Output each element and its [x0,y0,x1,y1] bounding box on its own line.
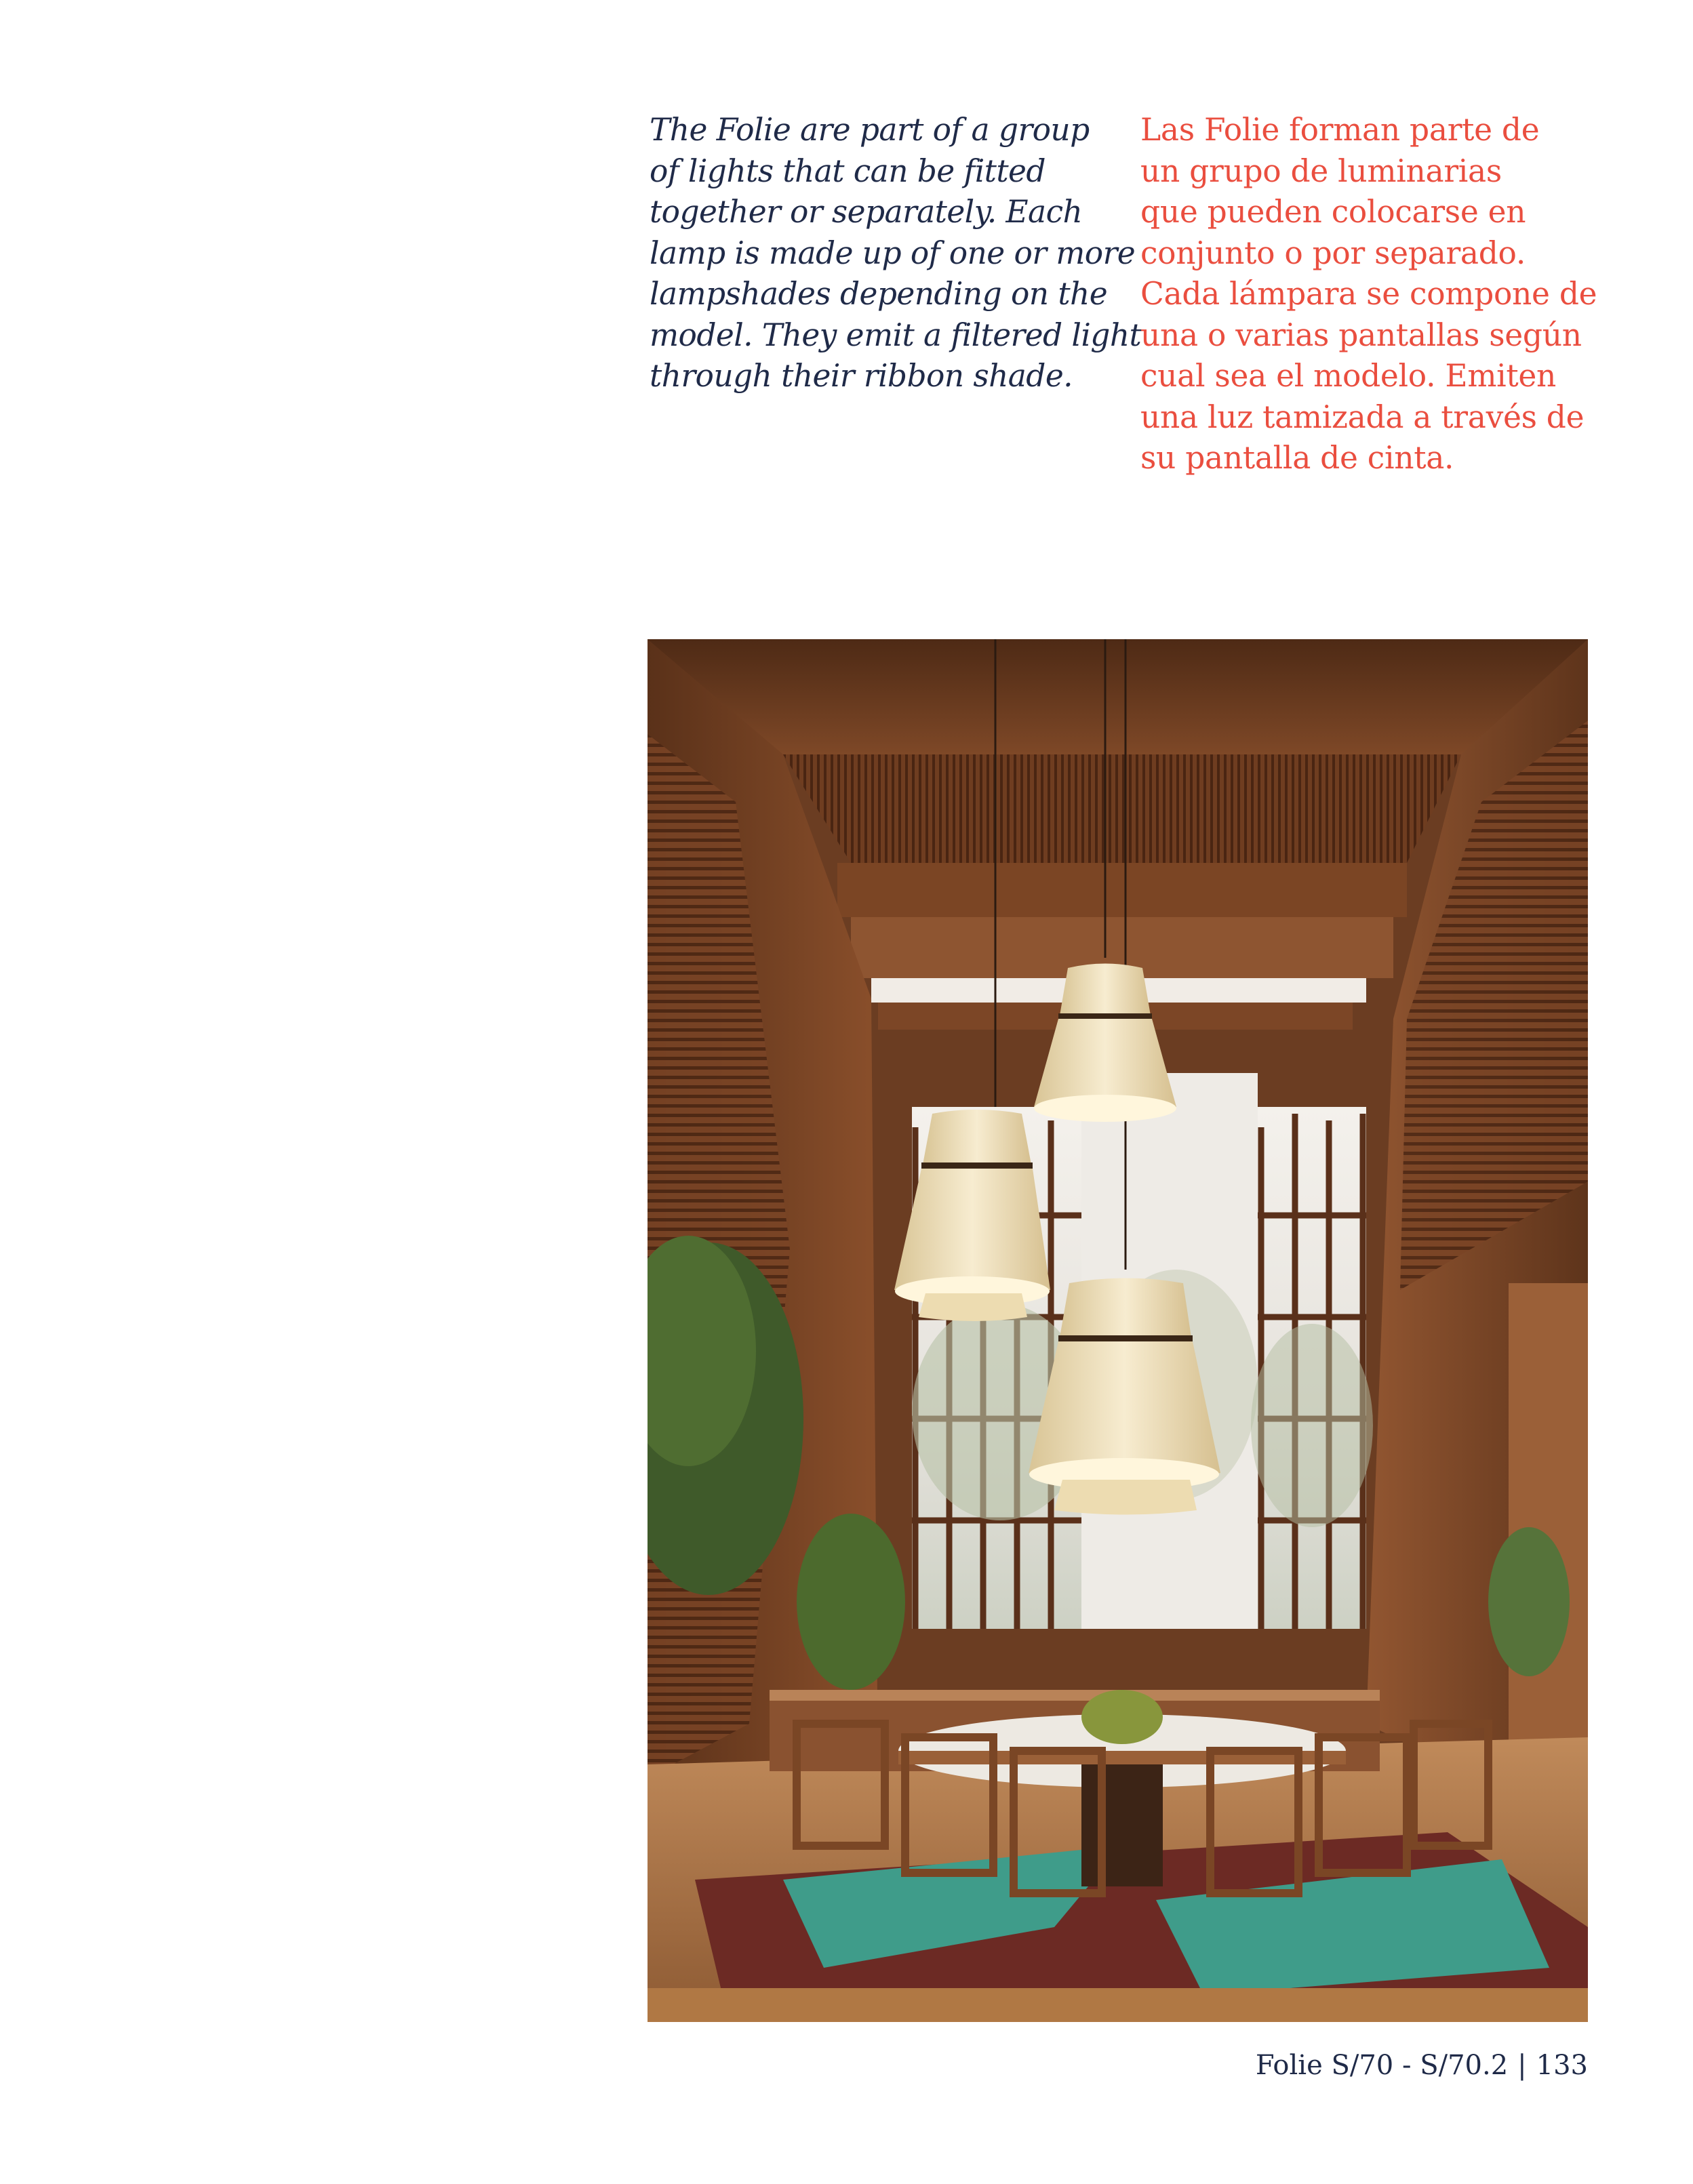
page-footer [1256,2048,1588,2082]
spanish-line: una o varias pantallas según [1140,317,1582,353]
spanish-line: una luz tamizada a través de [1140,399,1585,435]
interior-photo [648,639,1588,2022]
page-number: 133 [1536,2050,1588,2081]
english-line: The Folie are part of a group [650,112,1090,148]
spanish-line: su pantalla de cinta. [1140,440,1454,476]
english-line: lampshades depending on the [650,276,1108,312]
spanish-line: conjunto o por separado. [1140,235,1526,271]
spanish-line: Cada lámpara se compone de [1140,276,1597,312]
footer-product: Folie S/70 - S/70.2 [1255,2050,1509,2081]
english-description [650,110,1142,397]
spanish-line: que pueden colocarse en [1140,194,1526,230]
english-line: model. They emit a filtered light [650,317,1142,353]
footer-separator: | [1517,2050,1527,2081]
spanish-line: cual sea el modelo. Emiten [1140,358,1557,394]
spanish-line: Las Folie forman parte de [1140,112,1540,148]
english-line: together or separately. Each [650,194,1083,230]
spanish-line: un grupo de luminarias [1140,153,1502,189]
english-line: of lights that can be fitted [650,153,1045,189]
english-line: lamp is made up of one or more [650,235,1136,271]
spanish-description [1140,110,1615,479]
english-line: through their ribbon shade. [650,358,1073,394]
